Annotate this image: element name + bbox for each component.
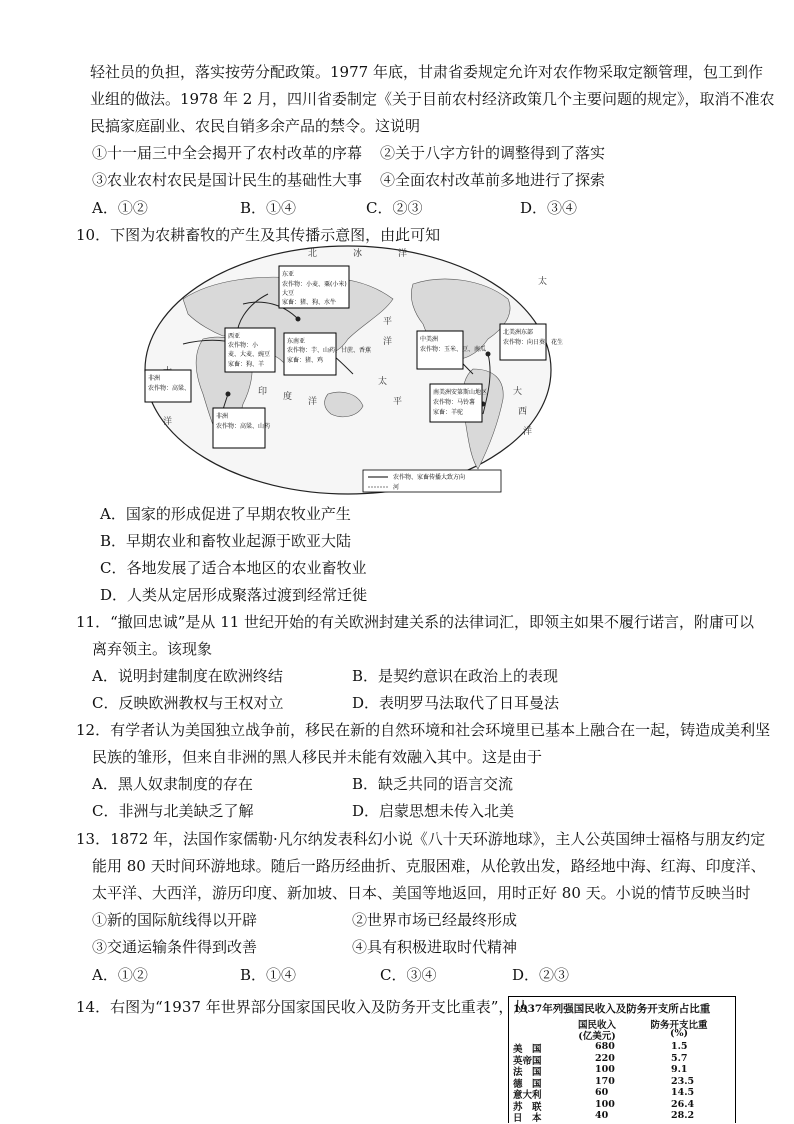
table-cell-defense: 28.2 (671, 1110, 695, 1121)
q13-option-c: C．③④ (380, 966, 437, 984)
table-cell-defense: 23.5 (671, 1075, 695, 1087)
q13-statement-4: ④具有积极进取时代精神 (352, 938, 518, 956)
q9-option-d: D．③④ (520, 199, 578, 217)
q12-option-c: C．非洲与北美缺乏了解 (92, 802, 254, 820)
q10-option-a: A．国家的形成促进了早期农牧业产生 (100, 505, 351, 523)
table-cell-defense: 5.7 (671, 1052, 688, 1064)
svg-text:麦、大麦、豌豆: 麦、大麦、豌豆 (228, 351, 271, 358)
table-cell-income: 680 (595, 1041, 615, 1052)
q13-statement-3: ③交通运输条件得到改善 (92, 938, 258, 956)
svg-text:农作物：高粱、山药: 农作物：高粱、山药 (216, 423, 271, 430)
table-row (509, 1052, 737, 1067)
table-cell-defense: 1.5 (671, 1041, 688, 1052)
ocean-label: 洋 (308, 397, 318, 407)
svg-text:大豆: 大豆 (282, 290, 295, 297)
q10-option-d: D．人类从定居形成聚落过渡到经常迁徙 (100, 586, 368, 604)
q12-text-line-1: 12．有学者认为美国独立战争前，移民在新的自然环境和社会环境里已基本上融合在一起，铸造成美利坚 (76, 721, 771, 739)
svg-text:中美洲: 中美洲 (420, 336, 439, 343)
table-row (509, 1087, 737, 1101)
svg-text:农作物：小: 农作物：小 (228, 342, 259, 349)
q9-statement-1: ①十一届三中全会揭开了农村改革的序幕 (92, 144, 363, 162)
ocean-label: 洋 (398, 249, 408, 259)
box-africa-south (213, 408, 270, 448)
ocean-label: 洋 (523, 427, 533, 437)
q10-stem: 10．下图为农耕畜牧的产生及其传播示意图，由此可知 (76, 226, 441, 244)
q11-text-line-1: 11．“撤回忠诚”是从 11 世纪开始的有关欧洲封建关系的法律词汇，即领主如果不履行诺言，附庸可以 (76, 613, 755, 631)
table-row (509, 1041, 737, 1055)
table-cell-country: 美 国 (513, 1044, 542, 1055)
ocean-label: 洋 (383, 337, 393, 347)
table-cell-country: 日 本 (513, 1113, 542, 1124)
q13-option-b: B．①④ (240, 966, 297, 984)
table-cell-income: 100 (595, 1098, 615, 1110)
ocean-label: 平 (383, 317, 393, 327)
ocean-label: 度 (283, 392, 293, 402)
box-africa-west (145, 370, 191, 402)
ocean-label: 北 (308, 249, 318, 259)
box-north-america-east (500, 324, 563, 360)
table-header-defense-unit: (%) (669, 1028, 689, 1039)
q13-statement-1: ①新的国际航线得以开辟 (92, 911, 258, 929)
table-header-income: 国民收入 (577, 1020, 616, 1031)
q9-option-c: C．②③ (366, 199, 423, 217)
table-row (509, 1098, 737, 1113)
svg-text:农作物：玉米、豆、南瓜: 农作物：玉米、豆、南瓜 (420, 346, 487, 353)
svg-text:东亚: 东亚 (282, 271, 295, 278)
svg-text:非洲: 非洲 (216, 413, 229, 420)
svg-text:河: 河 (393, 484, 400, 491)
q14-stem: 14．右图为“1937 年世界部分国家国民收入及防务开支比重表”，从 (76, 998, 529, 1016)
q11-option-b: B．是契约意识在政治上的表现 (352, 667, 559, 685)
table-cell-income: 40 (595, 1110, 609, 1121)
map-legend (363, 470, 501, 492)
svg-text:农作物、家畜传播大致方向: 农作物、家畜传播大致方向 (393, 474, 466, 481)
ocean-label: 大 (513, 387, 523, 397)
q9-text-line-2: 业组的做法。1978 年 2 月，四川省委制定《关于目前农村经济政策几个主要问题的规定》，取消不准农 (90, 90, 775, 108)
table-cell-country: 苏 联 (513, 1101, 542, 1113)
q9-option-b: B．①④ (240, 199, 297, 217)
box-east-asia (279, 266, 349, 308)
q9-statement-4: ④全面农村改革前多地进行了探索 (380, 171, 606, 189)
q11-option-c: C．反映欧洲教权与王权对立 (92, 694, 284, 712)
table-cell-income: 100 (595, 1064, 615, 1075)
svg-text:农作物：芋、山药、甘蔗、香蕉: 农作物：芋、山药、甘蔗、香蕉 (287, 347, 372, 354)
svg-text:家畜：猪、鸡: 家畜：猪、鸡 (287, 357, 324, 364)
svg-text:西亚: 西亚 (228, 333, 241, 340)
box-west-asia (225, 328, 275, 372)
table-row (509, 1075, 737, 1090)
q9-statement-2: ②关于八字方针的调整得到了落实 (380, 144, 606, 162)
svg-text:家畜：狗、羊: 家畜：狗、羊 (228, 361, 265, 368)
table-cell-country: 法 国 (513, 1067, 542, 1078)
q9-text-line-3: 民搞家庭副业、农民自销多余产品的禁令。这说明 (90, 117, 421, 135)
q13-option-a: A．①② (92, 966, 148, 984)
q10-option-c: C．各地发展了适合本地区的农业畜牧业 (100, 559, 367, 577)
svg-text:农作物：马铃薯: 农作物：马铃薯 (433, 399, 476, 406)
ocean-label: 平 (393, 397, 403, 407)
income-defense-table (508, 996, 736, 1123)
svg-text:非洲: 非洲 (148, 375, 161, 382)
q11-option-d: D．表明罗马法取代了日耳曼法 (352, 694, 560, 712)
q13-statement-2: ②世界市场已经最终形成 (352, 911, 518, 929)
svg-text:南美洲安第斯山地区: 南美洲安第斯山地区 (433, 389, 488, 396)
svg-text:农作物：高粱、: 农作物：高粱、 (148, 385, 191, 392)
q13-option-d: D．②③ (512, 966, 570, 984)
agriculture-spread-map (143, 244, 564, 496)
ocean-label: 太 (538, 277, 548, 287)
svg-text:农作物：小麦、粟(小米): 农作物：小麦、粟(小米) (282, 281, 347, 288)
q11-option-a: A．说明封建制度在欧洲终结 (92, 667, 283, 685)
table-row (509, 1064, 737, 1078)
origin-dot (296, 317, 301, 322)
origin-dot (486, 352, 491, 357)
table-header-income-unit: (亿美元) (578, 1031, 616, 1042)
q12-option-d: D．启蒙思想未传入北美 (352, 802, 515, 820)
svg-text:农作物：向日葵、花生: 农作物：向日葵、花生 (503, 339, 564, 346)
ocean-label: 冰 (353, 249, 363, 259)
q12-option-b: B．缺乏共同的语言交流 (352, 775, 514, 793)
table-title: 1937年列强国民收入及防务开支所占比重 (513, 1003, 711, 1015)
q9-statement-3: ③农业农村农民是国计民生的基础性大事 (92, 171, 363, 189)
table-cell-income: 220 (595, 1052, 615, 1064)
q13-text-line-2: 能用 80 天时间环游地球。随后一路历经曲折、克服困难，从伦敦出发，路经地中海、红海、印度洋、 (92, 857, 766, 875)
table-cell-country: 意大利 (513, 1090, 542, 1101)
svg-text:家畜：猪、狗、水牛: 家畜：猪、狗、水牛 (282, 299, 337, 306)
table-cell-country: 英帝国 (513, 1055, 542, 1067)
ocean-label: 洋 (163, 417, 173, 427)
ocean-label: 印 (258, 387, 268, 397)
svg-text:北美洲东部: 北美洲东部 (503, 329, 534, 336)
table-cell-income: 170 (595, 1075, 615, 1087)
q9-option-a: A．①② (92, 199, 148, 217)
q13-text-line-3: 太平洋、大西洋，游历印度、新加坡、日本、美国等地返回，用时正好 80 天。小说的情节反映当时 (92, 884, 751, 902)
svg-text:东南亚: 东南亚 (287, 338, 306, 345)
table-cell-defense: 9.1 (671, 1064, 688, 1075)
ocean-label: 太 (378, 377, 388, 387)
origin-dot (226, 392, 231, 397)
ocean-label: 西 (518, 407, 528, 417)
q11-text-line-2: 离弃领主。该现象 (92, 640, 213, 658)
table-header-defense: 防务开支比重 (650, 1020, 708, 1031)
q12-option-a: A．黑人奴隶制度的存在 (92, 775, 253, 793)
table-row (509, 1110, 737, 1124)
q10-option-b: B．早期农业和畜牧业起源于欧亚大陆 (100, 532, 352, 550)
table-cell-country: 德 国 (513, 1078, 542, 1090)
table-cell-income: 60 (595, 1087, 609, 1098)
q12-text-line-2: 民族的雏形，但来自非洲的黑人移民并未能有效融入其中。这是由于 (92, 748, 543, 766)
q13-text-line-1: 13．1872 年，法国作家儒勒·凡尔纳发表科幻小说《八十天环游地球》，主人公英国绅士福格与朋友约定 (76, 830, 766, 848)
svg-text:家畜：羊驼: 家畜：羊驼 (433, 409, 464, 416)
table-cell-defense: 14.5 (671, 1087, 695, 1098)
box-andes (430, 384, 487, 422)
table-cell-defense: 26.4 (671, 1098, 695, 1110)
q9-text-line-1: 轻社员的负担，落实按劳分配政策。1977 年底，甘肃省委规定允许对农作物采取定额管理，包工到作 (90, 63, 763, 81)
